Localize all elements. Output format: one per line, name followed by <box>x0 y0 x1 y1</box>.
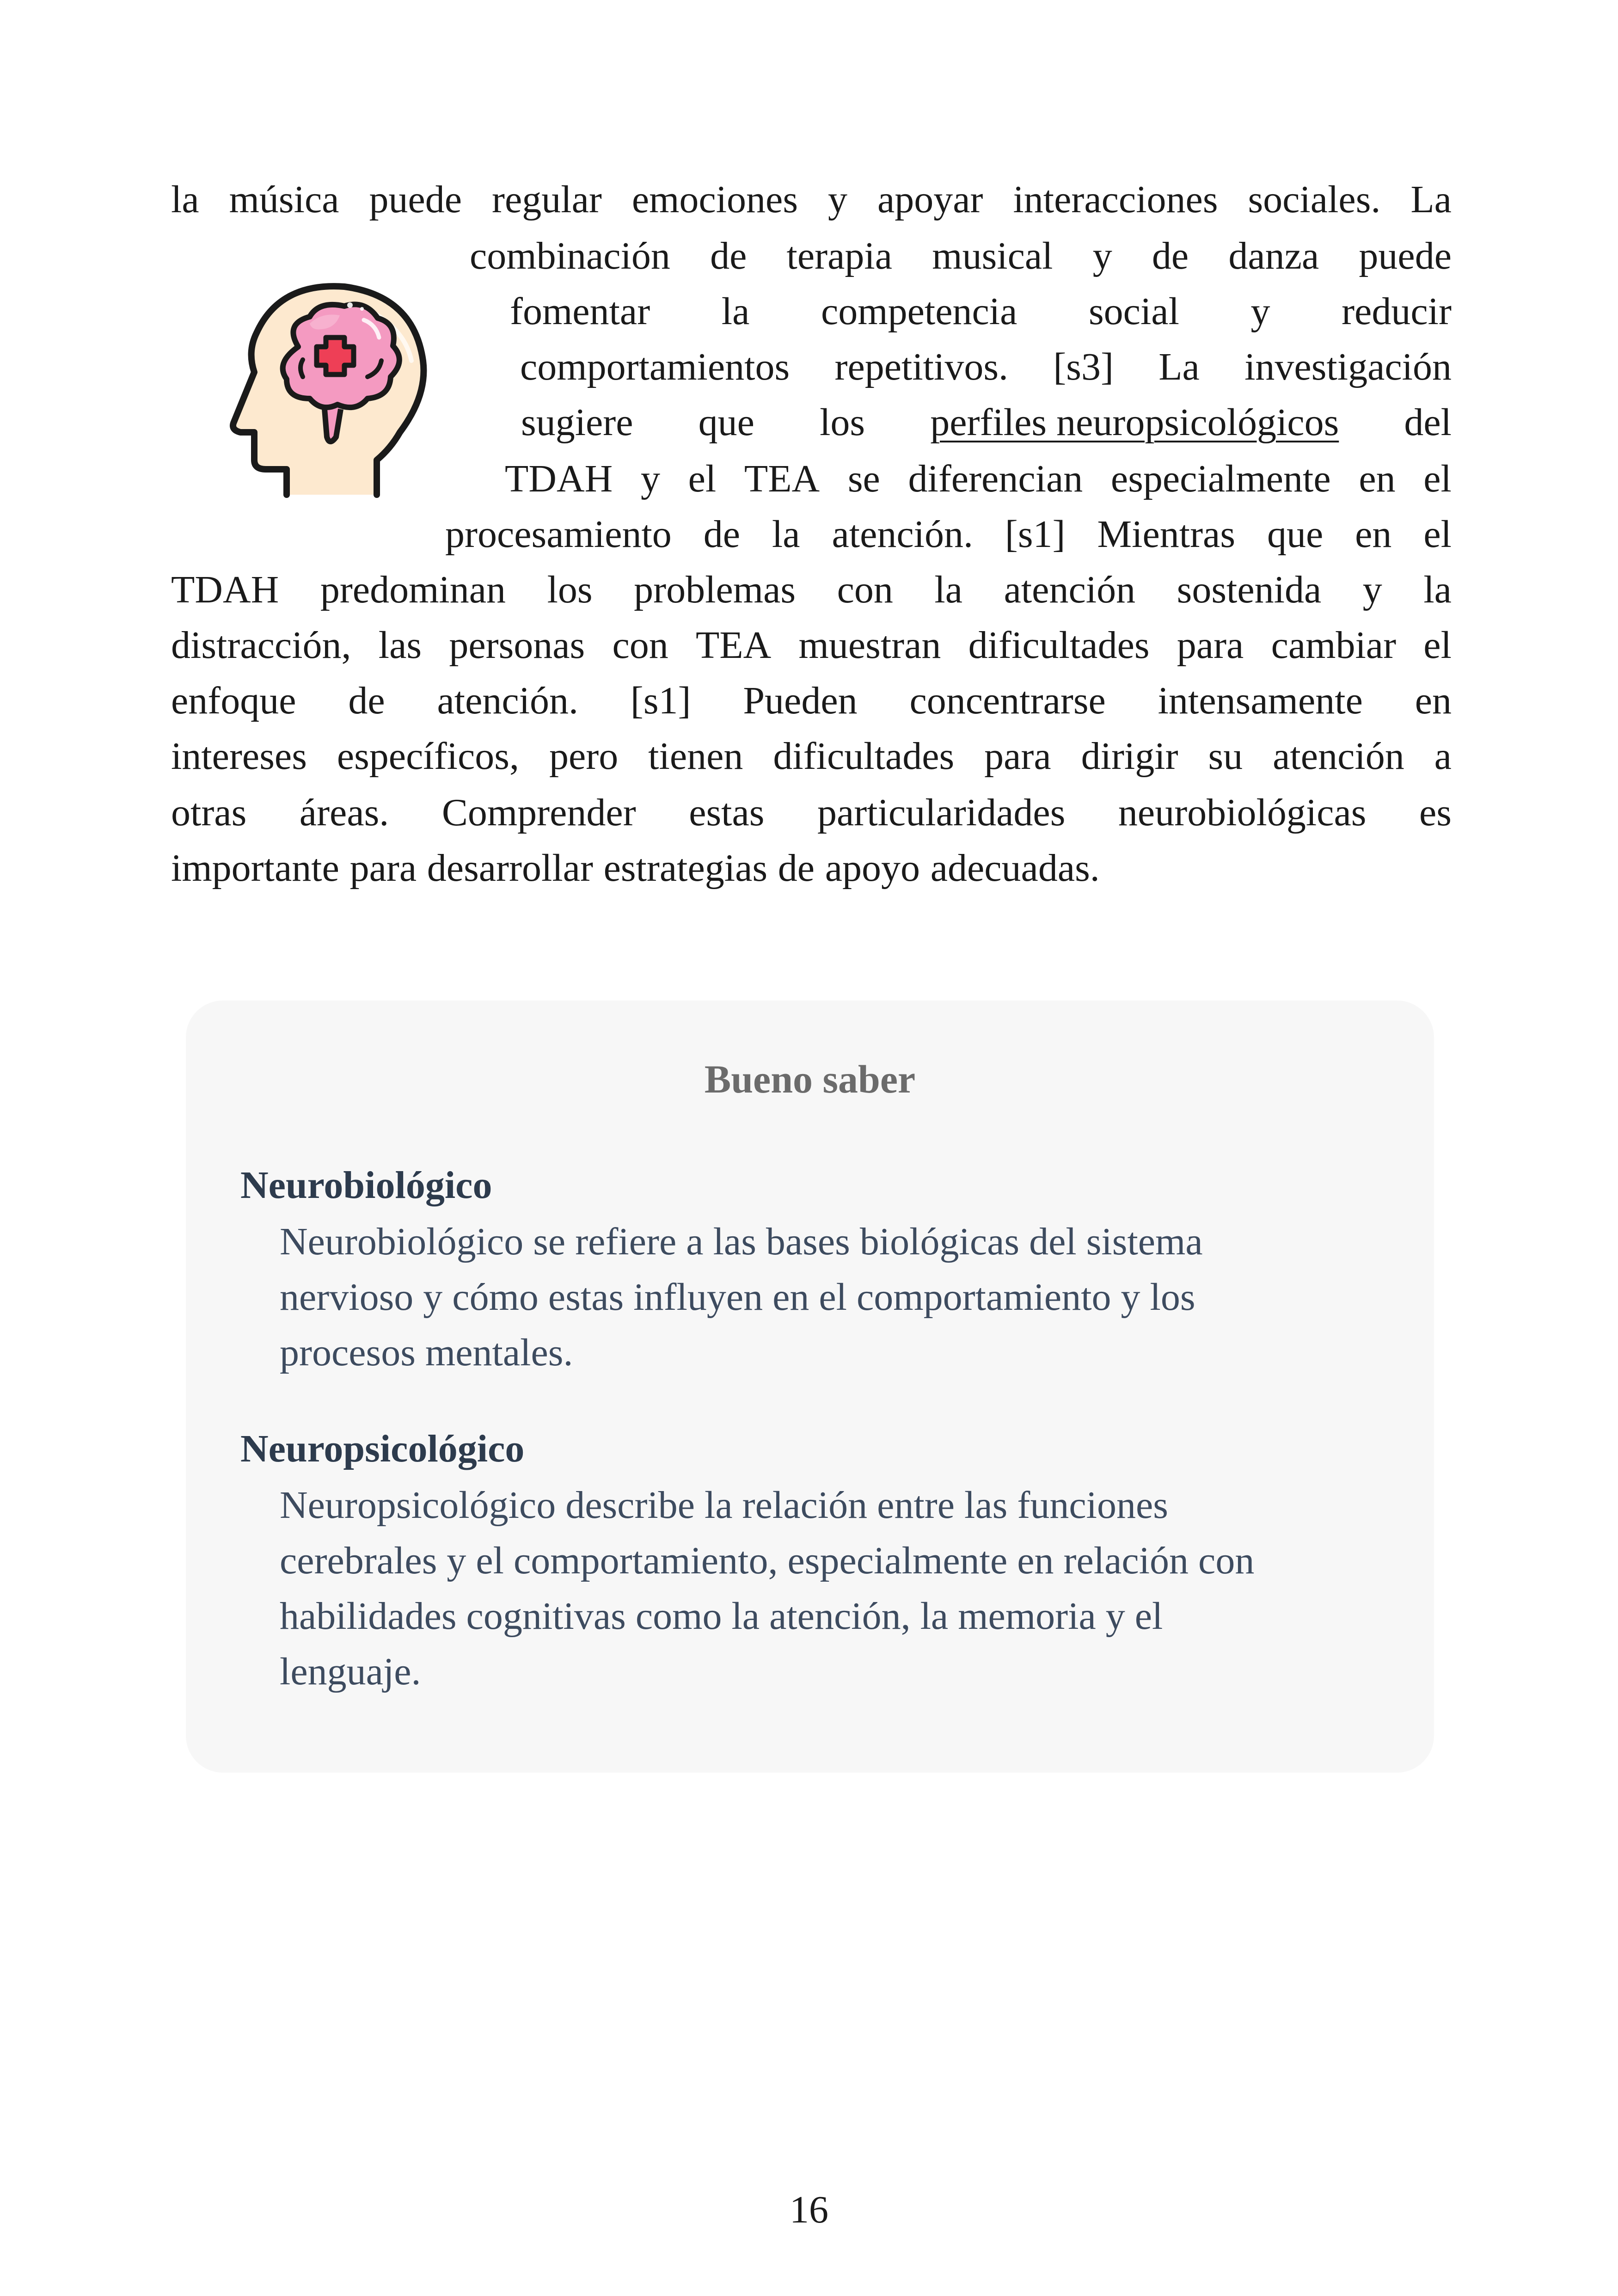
word: específicos, <box>337 735 519 778</box>
definition-line: cerebrales y el comportamiento, especialmente en relación con <box>280 1539 1255 1582</box>
body-line <box>171 785 1452 841</box>
word: apoyo <box>825 847 920 890</box>
word: intereses <box>171 735 307 778</box>
word: y <box>1362 568 1382 611</box>
word: sostenida <box>1177 568 1322 611</box>
word: es <box>1419 791 1452 834</box>
word: apoyar <box>877 178 983 221</box>
definition-line: lenguaje. <box>280 1650 421 1693</box>
word: de <box>348 679 385 722</box>
definition-line: habilidades cognitivas como la atención, la memoria y el <box>280 1595 1163 1638</box>
word: pero <box>549 735 619 778</box>
word: diferencian <box>908 457 1083 500</box>
word: la <box>1423 568 1452 611</box>
word: TDAH <box>171 568 279 611</box>
word: para <box>984 735 1051 778</box>
good-to-know-box <box>186 1001 1434 1773</box>
word: el <box>688 457 717 500</box>
word: atención <box>1004 568 1136 611</box>
word: y <box>640 457 660 500</box>
word: y <box>1250 290 1270 333</box>
word: muestran <box>798 624 941 667</box>
word: comportamientos <box>520 345 790 388</box>
word: con <box>612 624 668 667</box>
word: Comprender <box>441 791 636 834</box>
body-line <box>171 673 1452 729</box>
word: de <box>1152 234 1189 277</box>
word: desarrollar <box>427 847 593 890</box>
term-neuropsicologico: Neuropsicológico <box>240 1427 525 1470</box>
word: regular <box>492 178 602 221</box>
body-line <box>171 841 1452 896</box>
word: especialmente <box>1110 457 1331 500</box>
word: y <box>827 178 847 221</box>
word: a <box>1434 735 1452 778</box>
word: atención <box>1273 735 1404 778</box>
word: que <box>1267 513 1324 556</box>
callout-title: Bueno saber <box>704 1057 916 1101</box>
word: áreas. <box>299 791 389 834</box>
body-line <box>445 507 1452 562</box>
word: las <box>378 624 422 667</box>
word: combinación <box>470 234 670 277</box>
word: atención. <box>437 679 579 722</box>
word: los <box>820 401 865 444</box>
word: musical <box>932 234 1053 277</box>
word: [s1] <box>1005 513 1066 556</box>
head-brain-medical-icon <box>229 277 432 499</box>
word: con <box>837 568 893 611</box>
body-line <box>171 618 1452 673</box>
word: predominan <box>320 568 506 611</box>
word: estas <box>689 791 765 834</box>
word: sociales. <box>1248 178 1381 221</box>
word: puede <box>369 178 462 221</box>
word: para <box>349 847 417 890</box>
word: TEA <box>696 624 772 667</box>
definition-line: procesos mentales. <box>280 1331 573 1374</box>
word: del <box>1404 401 1452 444</box>
word: investigación <box>1244 345 1452 388</box>
definition-line: nervioso y cómo estas influyen en el comportamiento y los <box>280 1276 1195 1319</box>
word: La <box>1410 178 1452 221</box>
word: competencia <box>821 290 1017 333</box>
word: para <box>1177 624 1244 667</box>
page-number: 16 <box>790 2188 828 2231</box>
word: se <box>847 457 880 500</box>
body-line <box>171 172 1452 227</box>
word: el <box>1423 513 1452 556</box>
word: que <box>698 401 754 444</box>
definition-neurobiologico <box>280 1214 1412 1381</box>
word: procesamiento <box>445 513 672 556</box>
word: puede <box>1359 234 1452 277</box>
word: distracción, <box>171 624 351 667</box>
word: cambiar <box>1271 624 1397 667</box>
word: el <box>1423 624 1452 667</box>
word: importante <box>171 847 339 890</box>
definition-line: Neuropsicológico describe la relación entre las funciones <box>280 1484 1168 1527</box>
word: de <box>703 513 741 556</box>
word: TDAH <box>505 457 613 500</box>
word: reducir <box>1342 290 1452 333</box>
word: emociones <box>631 178 798 221</box>
word: social <box>1088 290 1179 333</box>
word: fomentar <box>510 290 650 333</box>
word: TEA <box>744 457 820 500</box>
word: la <box>171 178 199 221</box>
definition-neuropsicologico <box>280 1478 1412 1700</box>
word: interacciones <box>1013 178 1218 221</box>
body-line <box>505 451 1452 507</box>
word: problemas <box>634 568 796 611</box>
word: enfoque <box>171 679 296 722</box>
word: sugiere <box>521 401 633 444</box>
word: la <box>721 290 750 333</box>
body-line <box>470 228 1452 284</box>
word: su <box>1208 735 1243 778</box>
word: Mientras <box>1097 513 1236 556</box>
word: música <box>229 178 339 221</box>
word: en <box>1415 679 1452 722</box>
word: intensamente <box>1158 679 1363 722</box>
word: [s1] <box>630 679 691 722</box>
word: Pueden <box>743 679 858 722</box>
word: danza <box>1228 234 1319 277</box>
word: repetitivos. <box>834 345 1009 388</box>
word: la <box>772 513 800 556</box>
word: terapia <box>786 234 893 277</box>
definition-line: Neurobiológico se refiere a las bases biológicas del sistema <box>280 1220 1203 1263</box>
word: y <box>1092 234 1112 277</box>
term-link[interactable]: perfiles neuropsicológicos <box>930 401 1339 444</box>
word: dificultades <box>968 624 1150 667</box>
body-line <box>171 729 1452 784</box>
word: neurobiológicas <box>1118 791 1367 834</box>
word: particularidades <box>817 791 1066 834</box>
word: en <box>1355 513 1392 556</box>
body-line <box>510 284 1452 339</box>
word: personas <box>449 624 585 667</box>
word: el <box>1423 457 1452 500</box>
word: dificultades <box>773 735 955 778</box>
word: La <box>1158 345 1200 388</box>
word: de <box>778 847 815 890</box>
word: atención. <box>832 513 973 556</box>
word: dirigir <box>1081 735 1178 778</box>
word: de <box>710 234 747 277</box>
word: tienen <box>648 735 743 778</box>
word: [s3] <box>1053 345 1114 388</box>
body-line <box>171 562 1452 618</box>
body-line <box>520 339 1452 395</box>
word: concentrarse <box>909 679 1106 722</box>
word: en <box>1359 457 1396 500</box>
word: la <box>934 568 963 611</box>
term-neurobiologico: Neurobiológico <box>240 1164 492 1207</box>
body-line <box>521 395 1452 450</box>
word: los <box>547 568 593 611</box>
word: adecuadas. <box>930 847 1100 890</box>
word: otras <box>171 791 247 834</box>
word: estrategias <box>603 847 768 890</box>
